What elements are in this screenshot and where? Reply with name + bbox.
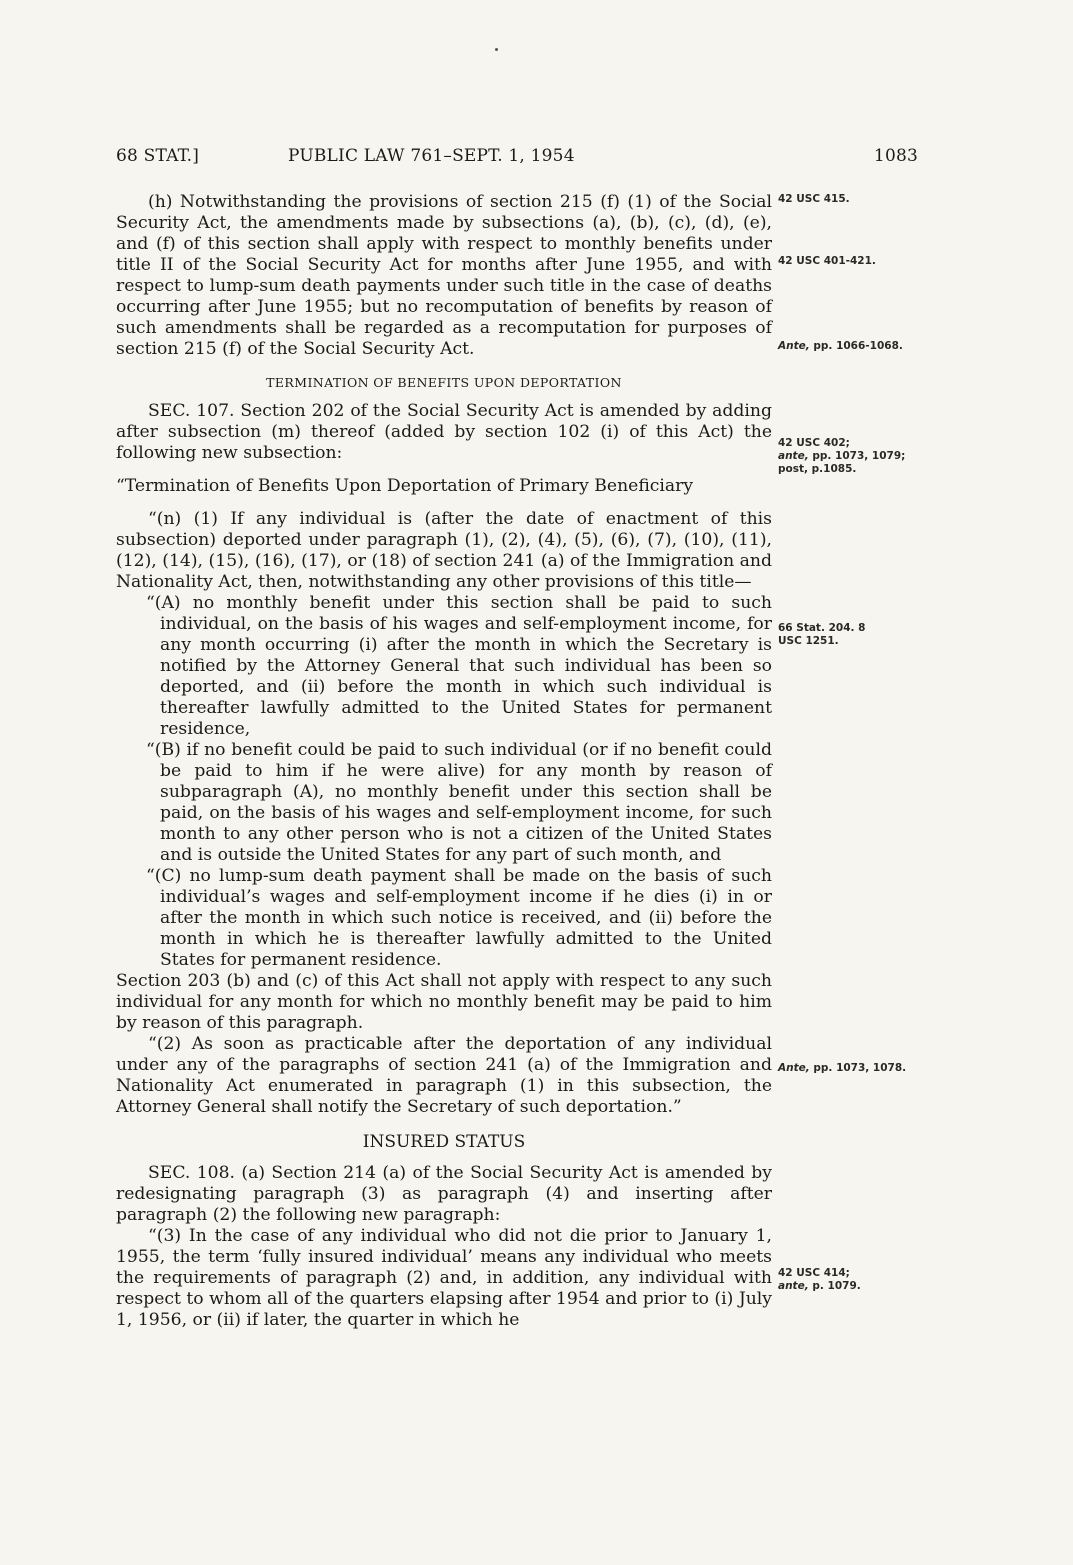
margin-note-3 [778,340,928,353]
heading-insured-status: INSURED STATUS [362,1132,526,1152]
paragraph-n1: “(n) (1) If any individual is (after the date of enactment of this subsection) deported under paragraph (1), (2), (4), (5), (6), (7), (10), (11), (12), (14), (15), (16), (17), or (18) of section 241 (a) of the Immigration and Nationality Act, then, notwithstanding any other provisions of this title— [116,509,772,592]
margin-note-7 [778,1267,928,1293]
margin-note-3-rest: pp. 1066-1068. [813,340,903,352]
margin-note-6-em: Ante, [778,1062,810,1074]
margin-note-7-rest: p. 1079. [812,1280,861,1292]
margin-note-4-rest: pp. 1073, 1079; post, p.1085. [778,450,906,475]
margin-note-1: 42 USC 415. [778,193,850,205]
paragraph-B: “(B) if no benefit could be paid to such individual (or if no benefit could be paid to him if he were alive) for any month by reason of subparagraph (A), no monthly benefit under this section shall be paid, on the basis of his wages and self-employment income, for such month to any other person who is not a citizen of the United States and is outside the United States for any part of such month, and [146,740,772,865]
paragraph-n2: “(2) As soon as practicable after the deportation of any individual under any of the paragraphs of section 241 (a) of the Immigration and Nationality Act enumerated in paragraph (1) in this subsection, the Attorney General shall notify the Secretary of such deportation.” [116,1034,772,1117]
body-text [116,192,772,1331]
paragraph-A: “(A) no monthly benefit under this section shall be paid to such individual, on the basis of his wages and self-employment income, for any month occurring (i) after the month in which the Secretary is notified by the Attorney General that such individual has been so deported, and (ii) before the month in which such individual is thereafter lawfully admitted to the United States for permanent residence, [146,593,772,739]
margin-note-7-cite: 42 USC 414; [778,1267,850,1279]
heading-termination: TERMINATION OF BENEFITS UPON DEPORTATION [266,375,622,390]
page-number: 1083 [873,146,918,166]
margin-note-6-rest: pp. 1073, 1078. [813,1062,907,1074]
margin-note-4-cite: 42 USC 402; [778,437,850,449]
margin-note-2: 42 USC 401-421. [778,255,876,267]
paragraph-sec107: SEC. 107. Section 202 of the Social Security Act is amended by adding after subsection (m) thereof (added by section 102 (i) of this Act) the following new subsection: [116,401,772,463]
header-statute: 68 STAT.] [116,146,200,166]
page-header [116,146,918,170]
margin-note-4 [778,437,928,476]
header-title: PUBLIC LAW 761–SEPT. 1, 1954 [288,146,575,166]
subsection-title: “Termination of Benefits Upon Deportation of Primary Beneficiary [116,476,694,496]
paragraph-3: “(3) In the case of any individual who did not die prior to January 1, 1955, the term ‘fully insured individual’ means any individual who meets the requirements of paragraph (2) and, in addition, any individual with respect to whom all of the quarters elapsing after 1954 and prior to (i) July 1, 1956, or (ii) if later, the quarter in which he [116,1226,772,1330]
margin-note-6 [778,1062,928,1075]
margin-note-4-em: ante, [778,450,809,462]
margin-note-5: 66 Stat. 204. 8 USC 1251. [778,622,866,647]
scan-speck [495,48,498,51]
paragraph-sec203: Section 203 (b) and (c) of this Act shall not apply with respect to any such individual for any month for which no monthly benefit may be paid to him by reason of this paragraph. [116,971,772,1033]
margin-note-7-em: ante, [778,1280,809,1292]
paragraph-sec108: SEC. 108. (a) Section 214 (a) of the Social Security Act is amended by redesignating paragraph (3) as paragraph (4) and inserting after paragraph (2) the following new paragraph: [116,1163,772,1225]
paragraph-h: (h) Notwithstanding the provisions of section 215 (f) (1) of the Social Security Act, the amendments made by subsections (a), (b), (c), (d), (e), and (f) of this section shall apply with respect to monthly benefits under title II of the Social Security Act for months after June 1955, and with respect to lump-sum death payments under such title in the case of deaths occurring after June 1955; but no recomputation of benefits by reason of such amendments shall be regarded as a recomputation for purposes of section 215 (f) of the Social Security Act. [116,192,772,359]
margin-note-3-em: Ante, [778,340,810,352]
paragraph-C: “(C) no lump-sum death payment shall be made on the basis of such individual’s wages and self-employment income if he dies (i) in or after the month in which such notice is received, and (ii) before the month in which he is thereafter lawfully admitted to the United States for permanent residence. [146,866,772,970]
